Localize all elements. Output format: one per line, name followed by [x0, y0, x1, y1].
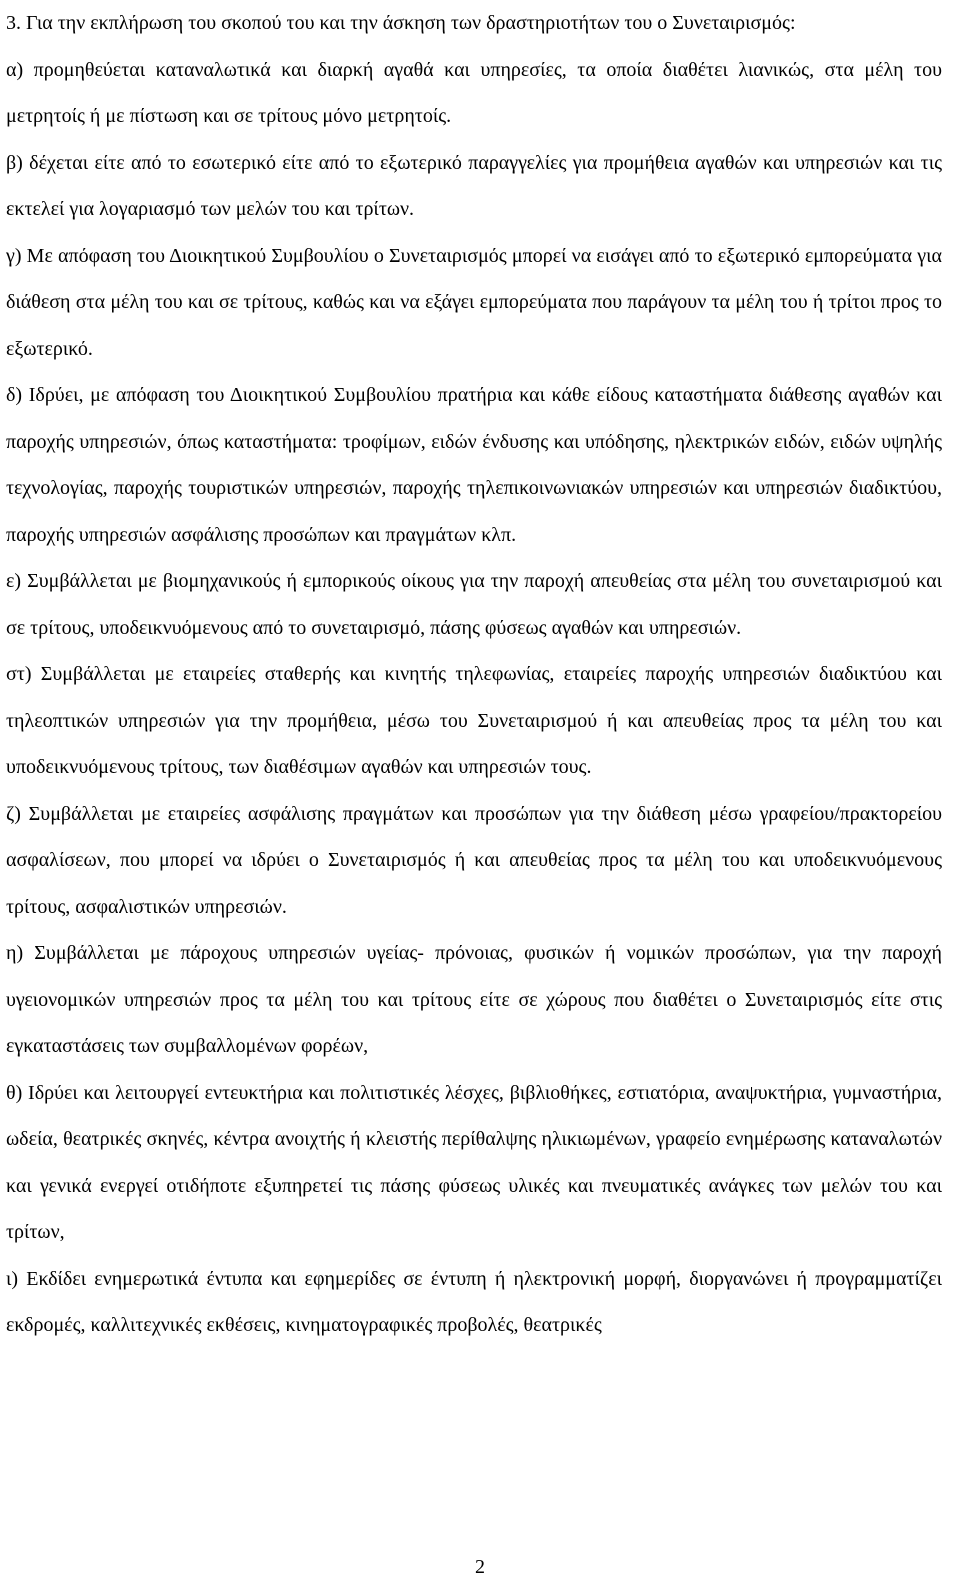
- paragraph-z: ζ) Συμβάλλεται με εταιρείες ασφάλισης πραγμάτων και προσώπων για την διάθεση μέσω γραφείου/πρακτορείου ασφαλίσεων, που μπορεί να ιδρύει ο Συνεταιρισμός ή και απευθείας προς τα μέλη του και υποδεικνυόμενους τρίτους, ασφαλιστικών υπηρεσιών.: [6, 802, 942, 918]
- document-page: [6, 0, 942, 1349]
- paragraph-a: α) προμηθεύεται καταναλωτικά και διαρκή αγαθά και υπηρεσίες, τα οποία διαθέτει λιανικώς, στα μέλη του μετρητοίς ή με πίστωση και σε τρίτους μόνο μετρητοίς.: [6, 58, 942, 127]
- paragraph-th: θ) Ιδρύει και λειτουργεί εντευκτήρια και πολιτιστικές λέσχες, βιβλιοθήκες, εστιατόρια, αναψυκτήρια, γυμναστήρια, ωδεία, θεατρικές σκηνές, κέντρα ανοιχτής ή κλειστής περίθαλψης ηλικιωμένων, γραφείο ενημέρωσης καταναλωτών και γενικά ενεργεί οτιδήποτε εξυπηρετεί τις πάσης φύσεως υλικές και πνευματικές ανάγκες των μελών του και τρίτων,: [6, 1081, 942, 1243]
- paragraph-st: στ) Συμβάλλεται με εταιρείες σταθερής και κινητής τηλεφωνίας, εταιρείες παροχής υπηρεσιών διαδικτύου και τηλεοπτικών υπηρεσιών για την προμήθεια, μέσω του Συνεταιρισμού ή και απευθείας προς τα μέλη του και υποδεικνυόμενους τρίτους, των διαθέσιμων αγαθών και υπηρεσιών τους.: [6, 663, 942, 778]
- paragraph-h: η) Συμβάλλεται με πάροχους υπηρεσιών υγείας- πρόνοιας, φυσικών ή νομικών προσώπων, για την παροχή υγειονομικών υπηρεσιών προς τα μέλη του και τρίτους είτε σε χώρους που διαθέτει ο Συνεταιρισμός είτε στις εγκαταστάσεις των συμβαλλομένων φορέων,: [6, 942, 942, 1057]
- paragraph-c: γ) Με απόφαση του Διοικητικού Συμβουλίου ο Συνεταιρισμός μπορεί να εισάγει από το εξωτερικό εμπορεύματα για διάθεση στα μέλη του και σε τρίτους, καθώς και να εξάγει εμπορεύματα που παράγουν τα μέλη του ή τρίτοι προς το εξωτερικό.: [6, 244, 942, 360]
- paragraph-b: β) δέχεται είτε από το εσωτερικό είτε από το εξωτερικό παραγγελίες για προμήθεια αγαθών και υπηρεσιών και τις εκτελεί για λογαριασμό των μελών του και τρίτων.: [6, 151, 942, 220]
- page-number: 2: [475, 1556, 485, 1578]
- paragraph-i: ι) Εκδίδει ενημερωτικά έντυπα και εφημερίδες σε έντυπη ή ηλεκτρονική μορφή, διοργανώνει ή προγραμματίζει εκδρομές, καλλιτεχνικές εκθέσεις, κινηματογραφικές προβολές, θεατρικές: [6, 1267, 942, 1336]
- paragraph-d: δ) Ιδρύει, με απόφαση του Διοικητικού Συμβουλίου πρατήρια και κάθε είδους καταστήματα διάθεσης αγαθών και παροχής υπηρεσιών, όπως καταστήματα: τροφίμων, ειδών ένδυσης και υπόδησης, ηλεκτρικών ειδών, ειδών υψηλής τεχνολογίας, παροχής τουριστικών υπηρεσιών, παροχής τηλεπικοινωνιακών υπηρεσιών και υπηρεσιών διαδικτύου, παροχής υπηρεσιών ασφάλισης προσώπων και πραγμάτων κλπ.: [6, 384, 942, 546]
- paragraph-e: ε) Συμβάλλεται με βιομηχανικούς ή εμπορικούς οίκους για την παροχή απευθείας στα μέλη του συνεταιρισμού και σε τρίτους, υποδεικνυόμενους από το συνεταιρισμό, πάσης φύσεως αγαθών και υπηρεσιών.: [6, 570, 942, 639]
- paragraph-intro: 3. Για την εκπλήρωση του σκοπού του και την άσκηση των δραστηριοτήτων του ο Συνεταιρισμός:: [6, 12, 796, 34]
